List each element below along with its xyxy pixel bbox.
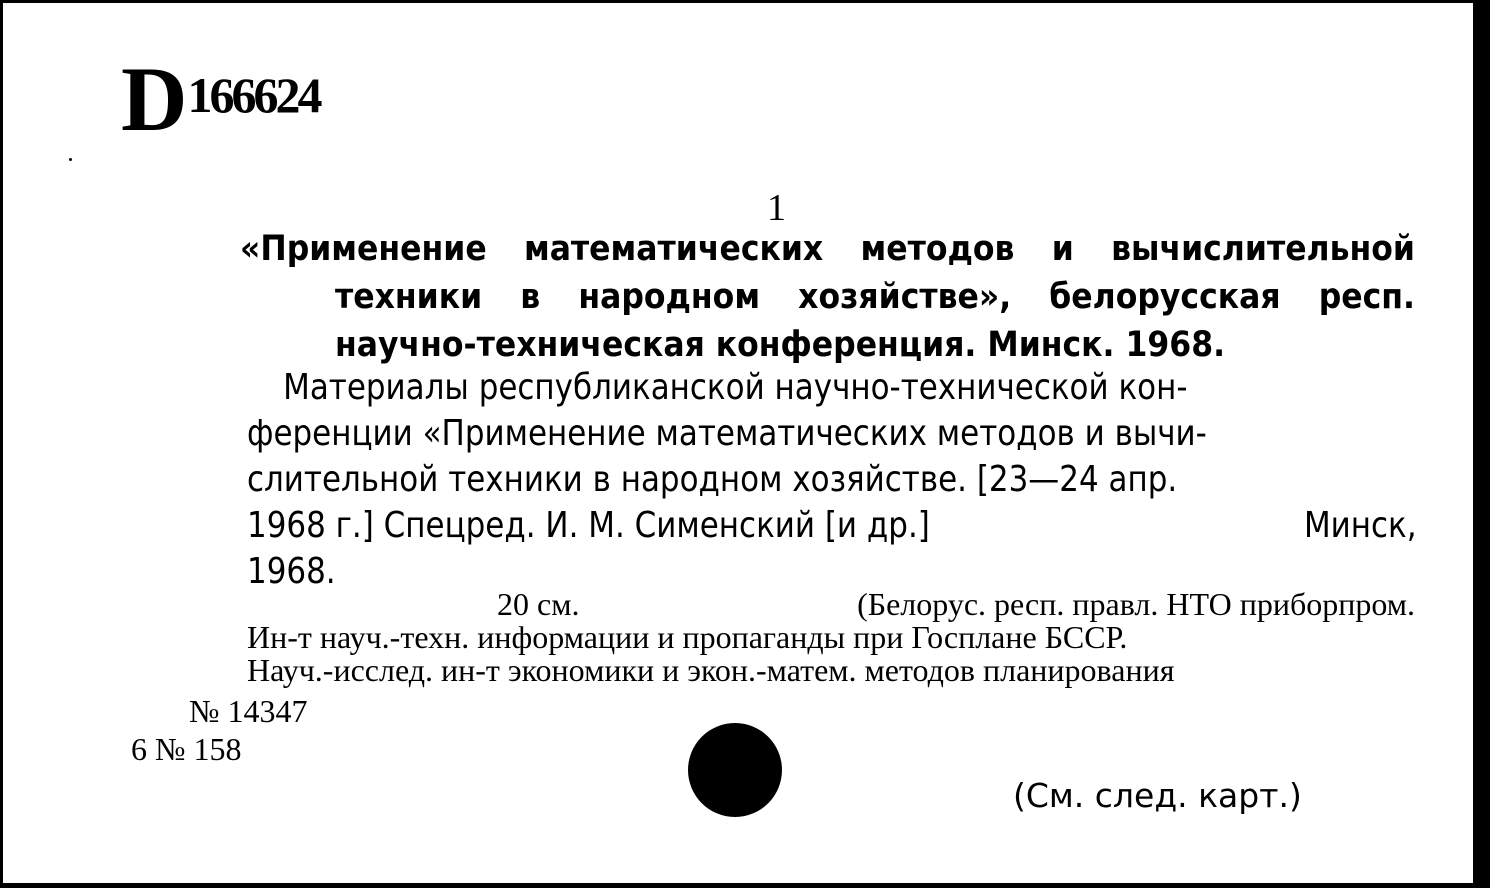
- description: [247, 365, 1417, 595]
- description-text: 1968 г.] Спецред. И. М. Сименский [и др.]: [247, 505, 930, 546]
- catalog-card: [3, 3, 1473, 883]
- imprint-line: [247, 588, 1415, 621]
- imprint: [247, 588, 1415, 687]
- publication-place: Минск,: [1303, 505, 1417, 546]
- publication-year: 1968.: [247, 551, 336, 592]
- card-number: 1: [767, 187, 786, 229]
- description-line: Материалы республиканской научно-технической кон-: [283, 367, 1188, 408]
- title: «Применение математических методов и вычислительной техники в народном хозяйстве», белорусская респ. научно-техническая конференция. Минск. 1968.: [240, 229, 1415, 365]
- size: 20 см.: [497, 586, 580, 622]
- imprint-line: Ин-т науч.-техн. информации и пропаганды при Госплане БССР.: [247, 619, 1128, 655]
- call-number: [121, 48, 320, 150]
- description-line: [247, 503, 1417, 549]
- see-next-card: (См. след. карт.): [1013, 776, 1302, 815]
- speck: [69, 158, 72, 161]
- shelf-mark: 6 № 158: [131, 731, 242, 767]
- punch-hole: [688, 723, 782, 817]
- imprint-text: (Белорус. респ. правл. НТО приборпром.: [857, 586, 1415, 622]
- call-number-digits: 166624: [187, 67, 320, 123]
- imprint-line: Науч.-исслед. ин-т экономики и экон.-матем. методов планирования: [247, 652, 1175, 688]
- description-line: ференции «Применение математических методов и вычи-: [247, 413, 1207, 454]
- accession-number: № 14347: [189, 693, 308, 729]
- description-line: слительной техники в народном хозяйстве. [23—24 апр.: [247, 459, 1178, 500]
- call-number-letter: D: [121, 48, 186, 150]
